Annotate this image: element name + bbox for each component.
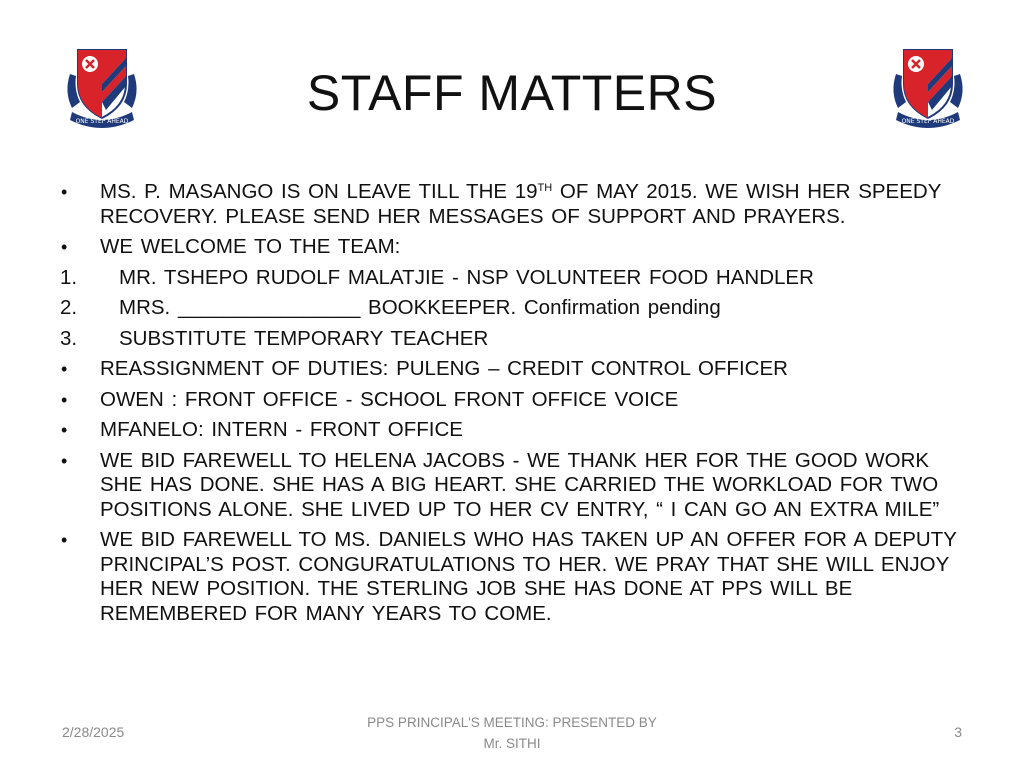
list-item [60, 418, 970, 443]
footer-center-line1: PPS PRINCIPAL'S MEETING: PRESENTED BY [367, 715, 657, 730]
footer-center-line2: Mr. SITHI [483, 736, 541, 751]
footer-presenter [340, 712, 684, 754]
slide-number: 3 [954, 724, 962, 740]
list-item [60, 357, 970, 382]
list-item [60, 180, 970, 229]
list-item [60, 388, 970, 413]
footer-date: 2/28/2025 [62, 724, 125, 740]
school-crest-logo-left [62, 44, 142, 128]
list-item-text: WE WELCOME TO THE TEAM: [100, 235, 401, 258]
crest-banner-text: ONE STEP AHEAD [75, 118, 129, 125]
list-item-text: MFANELO: INTERN - FRONT OFFICE [100, 418, 463, 441]
crest-banner-text: ONE STEP AHEAD [901, 118, 955, 125]
list-item [60, 235, 970, 260]
list-item-text: REASSIGNMENT OF DUTIES: PULENG – CREDIT CONTROL OFFICER [100, 357, 788, 380]
list-item-text: WE BID FAREWELL TO MS. DANIELS WHO HAS TAKEN UP AN OFFER FOR A DEPUTY PRINCIPAL’S POST. CONGURATULATIONS TO HER. WE PRAY THAT SHE WILL ENJOY HER NEW POSITION. THE STERLING JOB SHE HAS DONE AT PPS WILL BE REMEMBERED FOR MANY YEARS TO COME. [100, 528, 957, 625]
numbered-item [60, 327, 970, 352]
bullet-marker: • [61, 420, 68, 440]
list-item-text: MR. TSHEPO RUDOLF MALATJIE - NSP VOLUNTEER FOOD HANDLER [119, 265, 814, 289]
bullet-marker: • [61, 182, 68, 202]
list-item-text: WE BID FAREWELL TO HELENA JACOBS - WE THANK HER FOR THE GOOD WORK SHE HAS DONE. SHE HAS A BIG HEART. SHE CARRIED THE WORKLOAD FOR TWO POSITIONS ALONE. SHE LIVED UP TO HER CV ENTRY, “ I CAN GO AN EXTRA MILE” [100, 448, 940, 521]
number-marker: 1. [60, 265, 78, 289]
number-marker: 3. [60, 326, 78, 350]
bullet-marker: • [61, 389, 68, 410]
bullet-marker: • [61, 359, 68, 379]
list-item-text: OWEN : FRONT OFFICE - SCHOOL FRONT OFFICE VOICE [100, 387, 679, 411]
numbered-item [60, 296, 970, 321]
bullet-marker: • [61, 450, 68, 471]
list-item [60, 449, 970, 523]
list-item-text: MRS. ________________ BOOKKEEPER. Confirmation pending [119, 296, 721, 319]
numbered-item [60, 266, 970, 291]
list-item [60, 528, 970, 626]
school-crest-logo-right [888, 44, 968, 128]
ordinal-suffix: TH [537, 182, 553, 194]
slide-content [60, 180, 970, 632]
number-marker: 2. [60, 296, 78, 319]
list-item-text: MS. P. MASANGO IS ON LEAVE TILL THE 19TH OF MAY 2015. WE WISH HER SPEEDY RECOVERY. PLEASE SEND HER MESSAGES OF SUPPORT AND PRAYERS. [100, 180, 942, 228]
bullet-marker: • [61, 530, 68, 550]
list-item-text: SUBSTITUTE TEMPORARY TEACHER [119, 326, 489, 350]
slide-title: STAFF MATTERS [306, 65, 718, 121]
bullet-marker: • [61, 237, 68, 257]
